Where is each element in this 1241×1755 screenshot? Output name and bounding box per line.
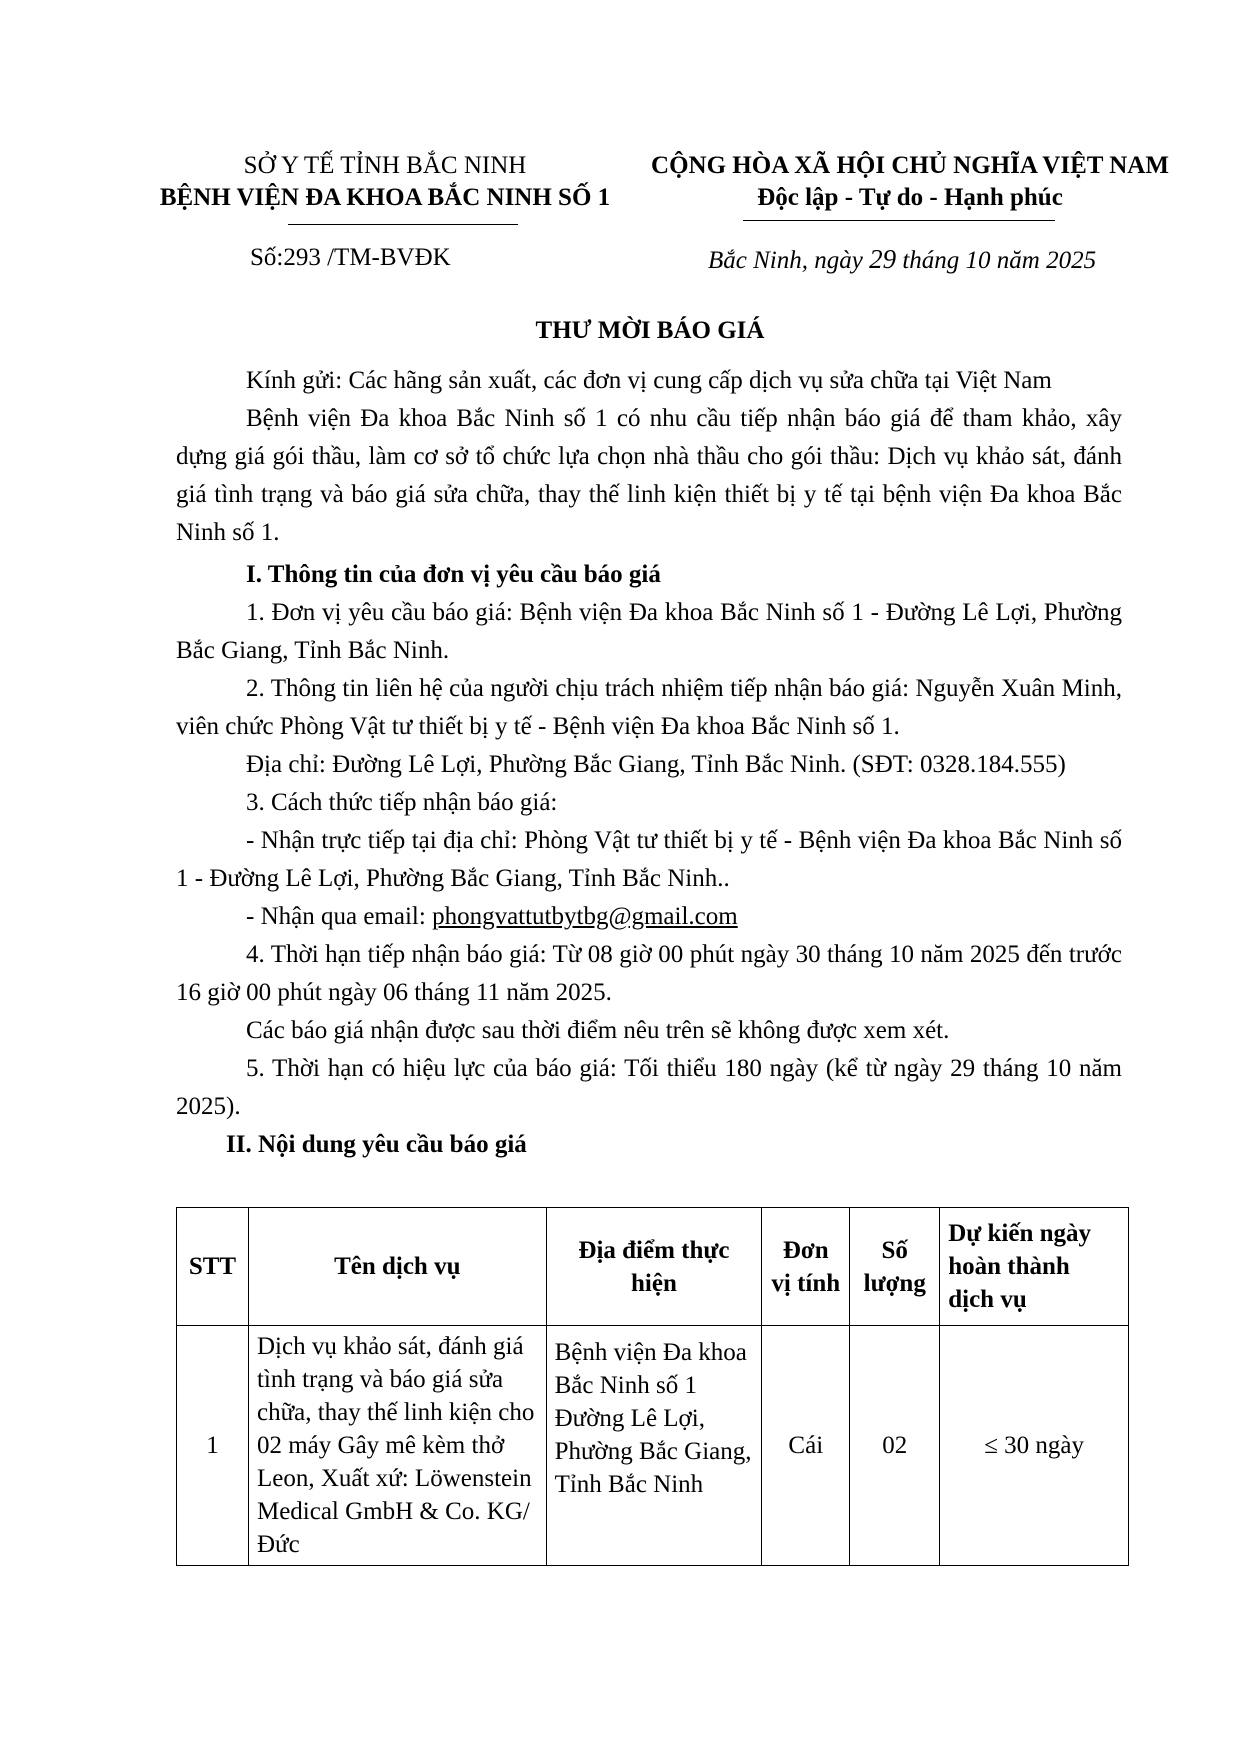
cell-unit: Cái (762, 1326, 850, 1566)
quote-request-table (176, 1207, 1129, 1566)
date-suffix: tháng 10 năm 2025 (896, 247, 1097, 274)
intro-paragraph: Bệnh viện Đa khoa Bắc Ninh số 1 có nhu cầu tiếp nhận báo giá để tham khảo, xây dựng giá gói thầu, làm cơ sở tổ chức lựa chọn nhà thầu cho gói thầu: Dịch vụ khảo sát, đánh giá tình trạng và báo giá sửa chữa, thay thế linh kiện thiết bị y tế tại bệnh viện Đa khoa Bắc Ninh số 1. (176, 405, 1122, 546)
email-prefix: - Nhận qua email: (246, 903, 433, 930)
item-4: 4. Thời hạn tiếp nhận báo giá: Từ 08 giờ 00 phút ngày 30 tháng 10 năm 2025 đến trước 16 giờ 00 phút ngày 06 tháng 11 năm 2025. (176, 941, 1122, 1006)
document-date (708, 244, 1096, 275)
email-link[interactable]: phongvattutbytbg@gmail.com (432, 903, 738, 930)
item-3-email-line (176, 898, 1122, 936)
item-1: 1. Đơn vị yêu cầu báo giá: Bệnh viện Đa khoa Bắc Ninh số 1 - Đường Lê Lợi, Phường Bắc Giang, Tỉnh Bắc Ninh. (176, 599, 1122, 664)
section-2-heading: II. Nội dung yêu cầu báo giá (226, 1131, 527, 1158)
issuer-block (150, 150, 620, 214)
national-motto: Độc lập - Tự do - Hạnh phúc (757, 184, 1063, 211)
salutation: Kính gửi: Các hãng sản xuất, các đơn vị cung cấp dịch vụ sửa chữa tại Việt Nam (246, 367, 1052, 394)
motto-underline (743, 220, 1055, 221)
document-body (176, 362, 1122, 1164)
cell-service-name: Dịch vụ khảo sát, đánh giá tình trạng và báo giá sửa chữa, thay thế linh kiện cho 02 máy Gây mê kèm thở Leon, Xuất xứ: Löwenstein Medical GmbH & Co. KG/Đức (248, 1326, 546, 1566)
table-row (177, 1326, 1129, 1566)
issuer-hospital: BỆNH VIỆN ĐA KHOA BẮC NINH SỐ 1 (159, 184, 611, 211)
date-prefix: Bắc Ninh, ngày (708, 247, 870, 274)
header-stt: STT (177, 1208, 249, 1326)
header-location: Địa điểm thực hiện (546, 1208, 762, 1326)
header-quantity: Số lượng (850, 1208, 940, 1326)
document-title: THƯ MỜI BÁO GIÁ (535, 317, 765, 344)
header-completion: Dự kiến ngày hoàn thành dịch vụ (940, 1208, 1129, 1326)
late-note: Các báo giá nhận được sau thời điểm nêu trên sẽ không được xem xét. (246, 1017, 950, 1044)
section-1-heading: I. Thông tin của đơn vị yêu cầu báo giá (246, 561, 661, 588)
header-service-name: Tên dịch vụ (248, 1208, 546, 1326)
cell-location: Bệnh viện Đa khoa Bắc Ninh số 1 Đường Lê Lợi, Phường Bắc Giang, Tỉnh Bắc Ninh (546, 1326, 762, 1566)
item-5: 5. Thời hạn có hiệu lực của báo giá: Tối thiểu 180 ngày (kể từ ngày 29 tháng 10 năm 2025). (176, 1055, 1122, 1120)
cell-quantity: 02 (850, 1326, 940, 1566)
issuer-department: SỞ Y TẾ TỈNH BẮC NINH (243, 152, 527, 179)
national-motto-block (640, 150, 1180, 214)
table-header-row (177, 1208, 1129, 1326)
issuer-underline (288, 224, 518, 225)
cell-completion: ≤ 30 ngày (940, 1326, 1129, 1566)
contact-address: Địa chỉ: Đường Lê Lợi, Phường Bắc Giang, Tỉnh Bắc Ninh. (SĐT: 0328.184.555) (246, 751, 1066, 778)
item-3-direct: - Nhận trực tiếp tại địa chỉ: Phòng Vật tư thiết bị y tế - Bệnh viện Đa khoa Bắc Ninh số 1 - Đường Lê Lợi, Phường Bắc Giang, Tỉnh Bắc Ninh.. (176, 827, 1122, 892)
date-day: 29 (869, 244, 897, 274)
item-2: 2. Thông tin liên hệ của người chịu trách nhiệm tiếp nhận báo giá: Nguyễn Xuân Minh, viên chức Phòng Vật tư thiết bị y tế - Bệnh viện Đa khoa Bắc Ninh số 1. (176, 675, 1122, 740)
header-unit: Đơn vị tính (762, 1208, 850, 1326)
item-3: 3. Cách thức tiếp nhận báo giá: (246, 789, 558, 816)
cell-stt: 1 (177, 1326, 249, 1566)
document-number: Số:293 /TM-BVĐK (250, 244, 451, 271)
country-name: CỘNG HÒA XÃ HỘI CHỦ NGHĨA VIỆT NAM (651, 152, 1169, 179)
